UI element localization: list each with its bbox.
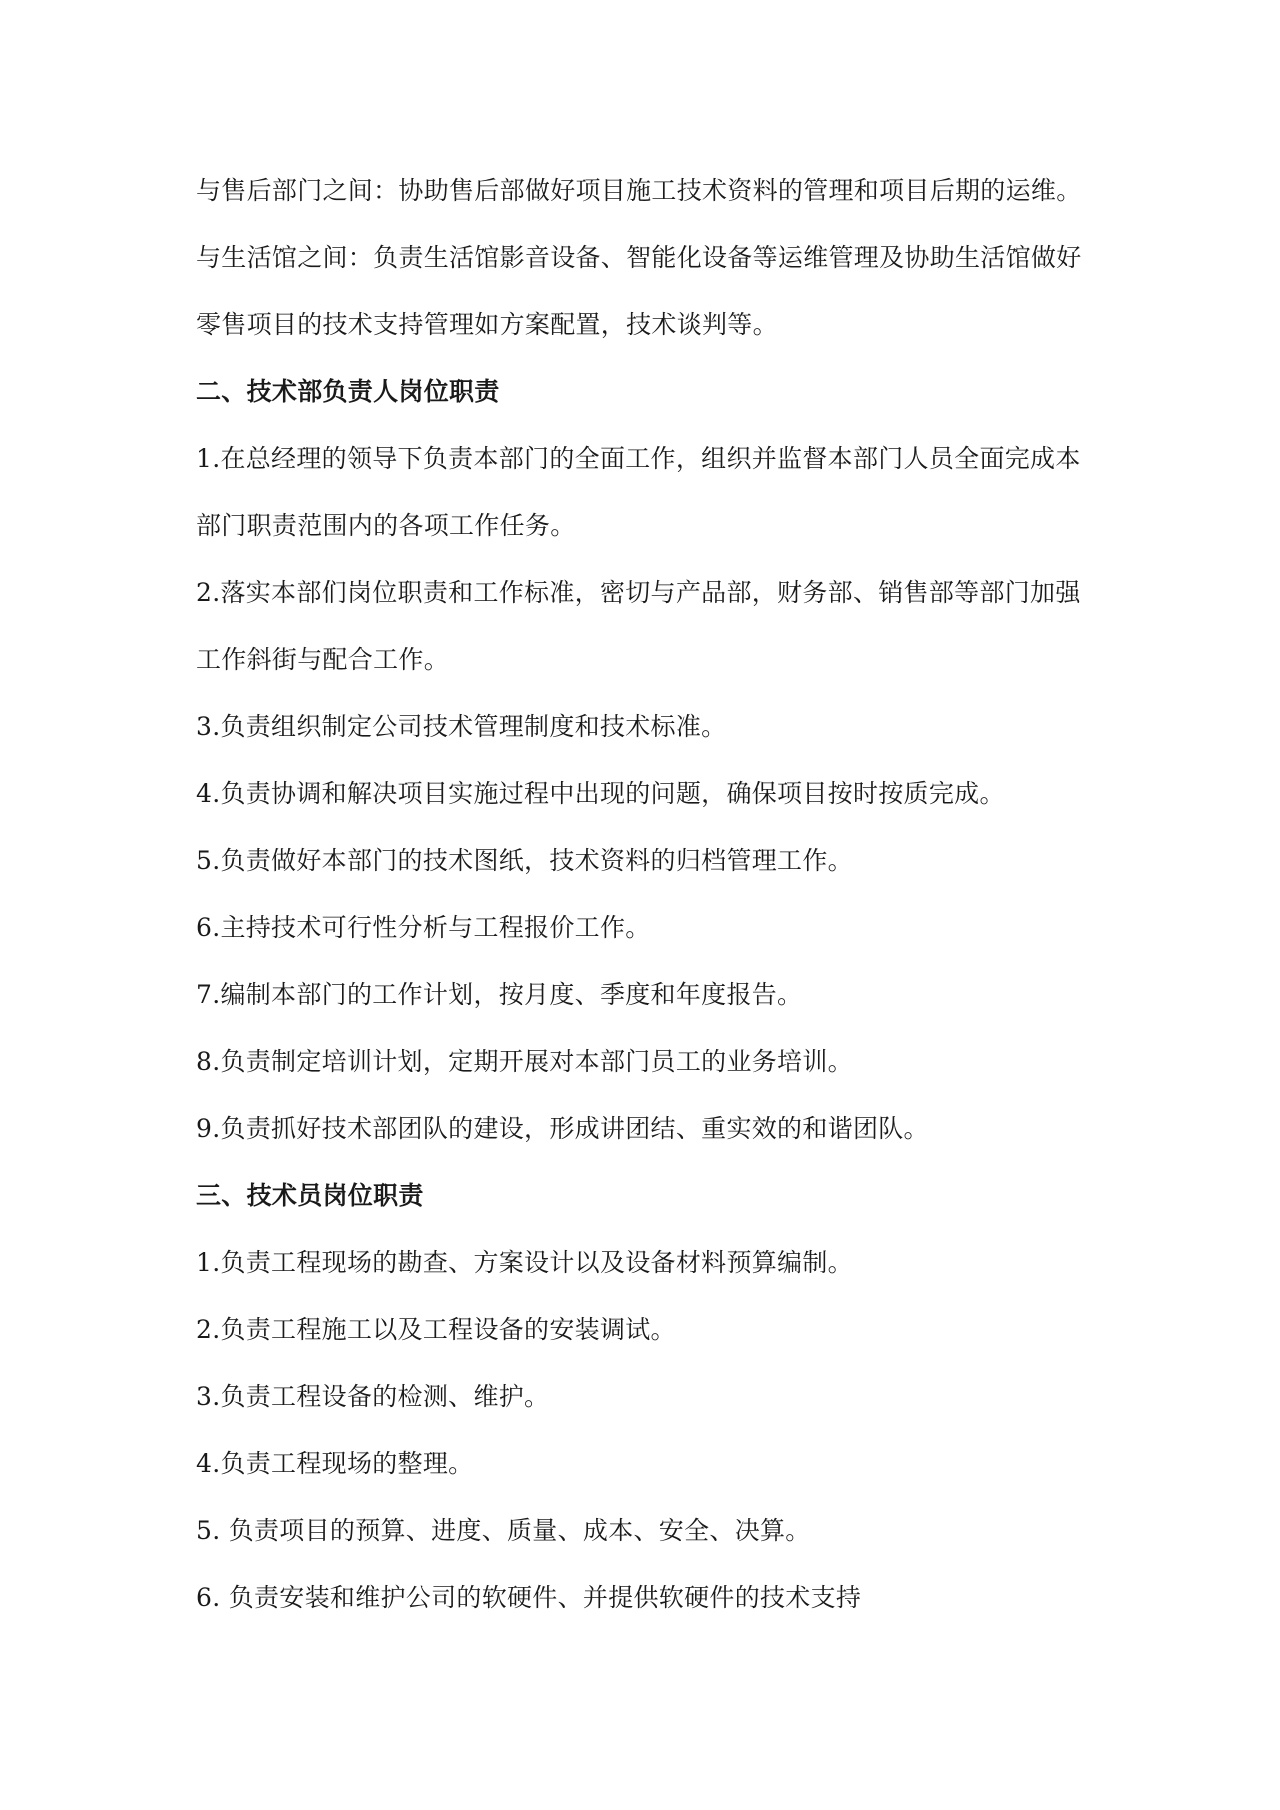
list-item-line: 4.负责协调和解决项目实施过程中出现的问题，确保项目按时按质完成。 — [196, 779, 1005, 808]
list-item-line: 1.负责工程现场的勘查、方案设计以及设备材料预算编制。 — [196, 1248, 853, 1277]
paragraph-line: 零售项目的技术支持管理如方案配置，技术谈判等。 — [196, 310, 778, 339]
list-item-line: 6. 负责安装和维护公司的软硬件、并提供软硬件的技术支持 — [196, 1583, 862, 1612]
list-item-line: 5.负责做好本部门的技术图纸，技术资料的归档管理工作。 — [196, 846, 853, 875]
list-item-line: 9.负责抓好技术部团队的建设，形成讲团结、重实效的和谐团队。 — [196, 1114, 929, 1143]
list-item-line: 7.编制本部门的工作计划，按月度、季度和年度报告。 — [196, 980, 803, 1009]
list-item-line: 3.负责工程设备的检测、维护。 — [196, 1382, 550, 1411]
list-item-line: 5. 负责项目的预算、进度、质量、成本、安全、决算。 — [196, 1516, 811, 1545]
list-item-line: 2.负责工程施工以及工程设备的安装调试。 — [196, 1315, 676, 1344]
list-item-line: 部门职责范围内的各项工作任务。 — [196, 511, 576, 540]
section-heading: 二、技术部负责人岗位职责 — [196, 377, 500, 406]
list-item-line: 6.主持技术可行性分析与工程报价工作。 — [196, 913, 651, 942]
section-heading: 三、技术员岗位职责 — [196, 1181, 424, 1210]
list-item-line: 4.负责工程现场的整理。 — [196, 1449, 474, 1478]
list-item-line: 8.负责制定培训计划，定期开展对本部门员工的业务培训。 — [196, 1047, 853, 1076]
list-item-line: 1.在总经理的领导下负责本部门的全面工作，组织并监督本部门人员全面完成本 — [196, 444, 1081, 473]
list-item-line: 3.负责组织制定公司技术管理制度和技术标准。 — [196, 712, 727, 741]
paragraph-line: 与生活馆之间：负责生活馆影音设备、智能化设备等运维管理及协助生活馆做好 — [196, 243, 1082, 272]
paragraph-line: 与售后部门之间：协助售后部做好项目施工技术资料的管理和项目后期的运维。 — [196, 176, 1082, 205]
document-body — [196, 166, 1096, 1640]
list-item-line: 2.落实本部们岗位职责和工作标准，密切与产品部，财务部、销售部等部门加强 — [196, 578, 1081, 607]
list-item-line: 工作斜街与配合工作。 — [196, 645, 450, 674]
